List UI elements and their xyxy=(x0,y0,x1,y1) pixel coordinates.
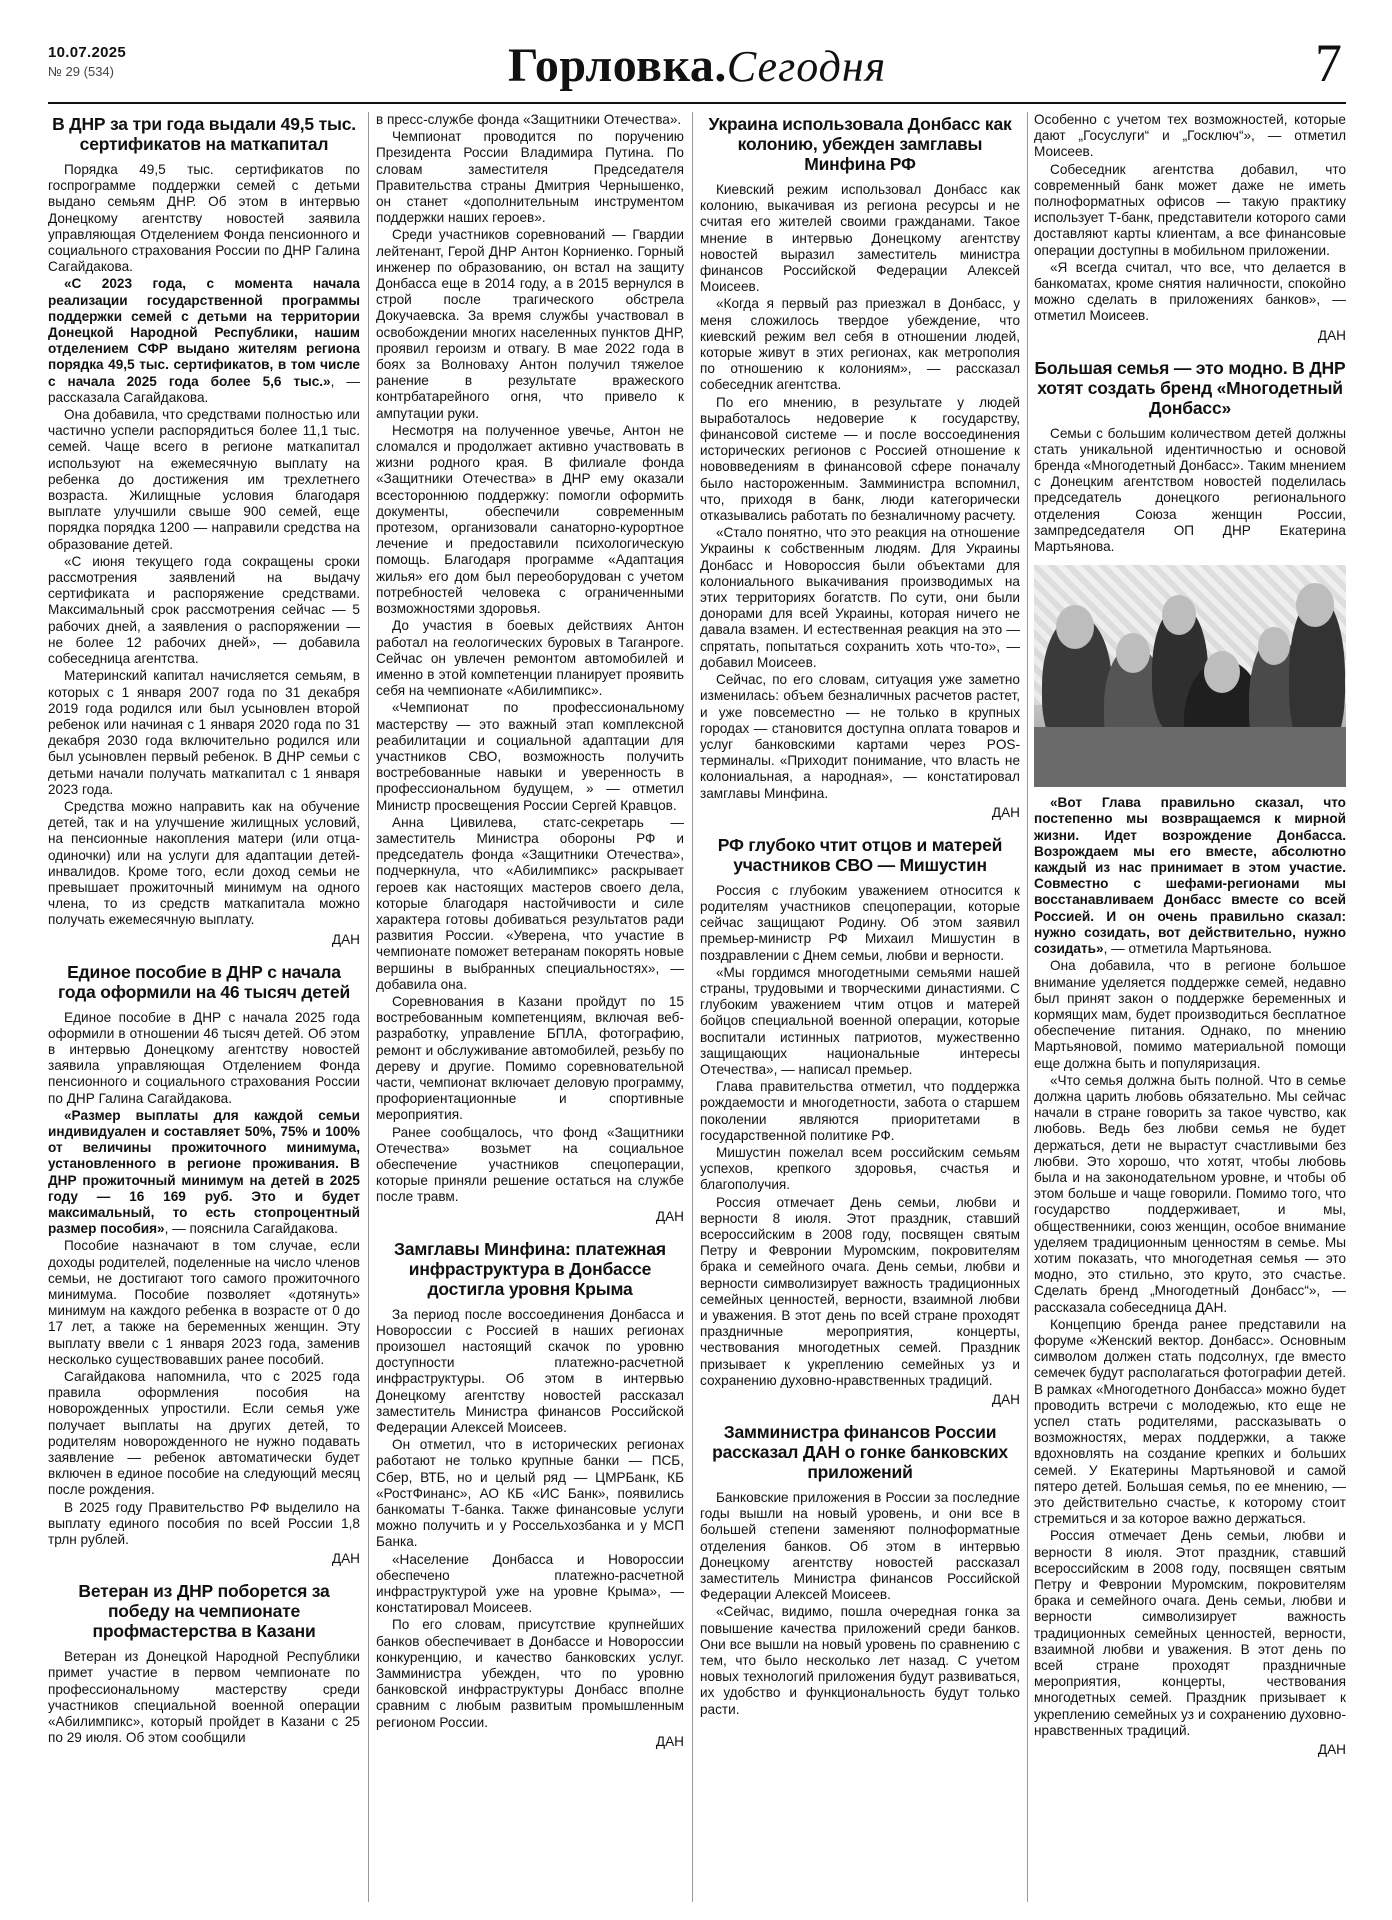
article-headline: Украина использовала Донбасс как колонию, убежден замглавы Минфина РФ xyxy=(708,114,1012,174)
column-1 xyxy=(48,112,360,1902)
article-headline: Большая семья — это модно. В ДНР хотят создать бренд «Многодетный Донбасс» xyxy=(1034,357,1346,418)
article-headline: В ДНР за три года выдали 49,5 тыс. сертификатов на маткапитал xyxy=(52,114,356,154)
article-veteran-championship-continued xyxy=(376,112,684,1225)
column-4 xyxy=(1034,112,1346,1902)
paragraph: «С июня текущего года сокращены сроки рассмотрения заявлений на выдачу сертификата и распоряжение средствами. Максимальный срок рассмотрения сейчас — 5 рабочих дней, а заявления о распоряжении — не более 12 рабочих дней», — добавила собеседница агентства. xyxy=(48,553,360,667)
column-divider xyxy=(368,112,369,1902)
quote-attribution: , — отметила Мартьянова. xyxy=(1103,941,1272,957)
bold-quote: «Вот Глава правильно сказал, что постепенно мы возвращаемся к мирной жизни. Идет возрождение Донбасса. Возрождаем мы его вместе, абсолютно каждый из нас принимает в этом участие. Совместно с шефами-регионами мы восстанавливаем Донбасс вместе со всей Россией. И он очень правильно сказал: нужно созидать, вот действительно, нужно созидать» xyxy=(1034,795,1346,957)
article-large-family xyxy=(1034,358,1346,1758)
article-payment-infrastructure xyxy=(376,1239,684,1750)
column-3 xyxy=(700,112,1020,1902)
paragraph: Особенно с учетом тех возможностей, которые дают „Госуслуги“ и „Госключ“», — отметил Моисеев. xyxy=(1034,112,1346,160)
article-headline: Замглавы Минфина: платежная инфраструктура в Донбассе достигла уровня Крыма xyxy=(394,1238,666,1299)
paragraph: «Население Донбасса и Новороссии обеспечено платежно-расчетной инфраструктурой уже на уровне Крыма», — констатировал Моисеев. xyxy=(376,1551,684,1616)
paragraph: Ветеран из Донецкой Народной Республики примет участие в первом чемпионате по профессиональному мастерству среди участников специальной военной операции «Абилимпикс», который пройдет в Казани с 25 по 29 июля. Об этом сообщили xyxy=(48,1649,360,1746)
article-unified-allowance xyxy=(48,962,360,1568)
article-signature: ДАН xyxy=(331,1551,360,1567)
paragraph: Мишустин пожелал всем российским семьям успехов, крепкого здоровья, счастья и благополучия. xyxy=(700,1144,1020,1193)
paragraph: Единое пособие в ДНР с начала 2025 года оформили в отношении 46 тысяч детей. Об этом в интервью Донецкому агентству новостей заявила управляющая Отделением Фонда пенсионного и социального страхования России по ДНР Галина Сагайдакова. xyxy=(48,1009,360,1106)
title-main: Горловка xyxy=(508,39,715,92)
article-banking-apps-continued xyxy=(1034,112,1346,344)
article-signature: ДАН xyxy=(655,1208,684,1224)
paragraph: Киевский режим использовал Донбасс как колонию, выкачивая из региона ресурсы и не считая его жителей своими гражданами. Такое мнение в интервью Донецкому агентству новостей выразил заместитель министра финансов Российской Федерации Алексей Моисеев. xyxy=(700,182,1020,295)
bold-quote: «Размер выплаты для каждой семьи индивидуален и составляет 50%, 75% и 100% от величины прожиточного минимума, установленного в регионе проживания. В ДНР прожиточный минимум на детей в 2025 году — 16 169 руб. Это и будет максимальный, то есть стопроцентный размер пособия» xyxy=(48,1107,360,1237)
paragraph: Россия с глубоким уважением относится к родителям участников спецоперации, которые сейчас защищают Родину. Об этом заявил премьер-министр РФ Михаил Мишустин в поздравлении с Днем семьи, любви и верности. xyxy=(700,882,1020,963)
quote-paragraph xyxy=(48,276,360,406)
paragraph: Россия отмечает День семьи, любви и верности 8 июля. Этот праздник, ставший всероссийским в 2008 году, посвящен святым Петру и Февронии Муромским, покровителям брака и семейного очага. День семьи, любви и верности символизирует важность традиционных семейных ценностей, верности, взаимной любви и уважения. В этот день по всей стране проходят праздничные мероприятия, концерты, чествования многодетных семей. Праздник призывает к укреплению семейных уз и сохранению духовно-нравственных традиций. xyxy=(700,1194,1020,1388)
column-divider xyxy=(692,112,693,1902)
issue-date: 10.07.2025 xyxy=(48,44,127,61)
paragraph: Глава правительства отметил, что поддержка рождаемости и многодетности, забота о старшем поколении являются приоритетами в государственной политике РФ. xyxy=(700,1079,1020,1143)
paragraph: «Я всегда считал, что все, что делается в банкоматах, кроме снятия наличности, спокойно можно сделать в приложениях банков», — отметил Моисеев. xyxy=(1034,259,1346,324)
article-banking-apps xyxy=(700,1422,1020,1718)
column-divider xyxy=(1027,112,1028,1902)
paragraph: Собеседник агентства добавил, что современный банк может даже не иметь полноформатных офисов — такую практику использует Т-банк, представители которого сами доставляют карты клиентам, а все финансовые операции доступны в мобильном приложении. xyxy=(1034,161,1346,258)
quote-paragraph xyxy=(1034,795,1346,957)
column-2 xyxy=(376,112,684,1902)
article-mishustin-parents xyxy=(700,835,1020,1408)
masthead xyxy=(48,30,1346,104)
paragraph: Сагайдакова напомнила, что с 2025 года правила оформления пособия на новорожденных упростили. Если семья уже получает выплаты на других детей, то родителям новорожденного не нужно подавать заявление — ребенок автоматически будет включен в единое пособие на следующий месяц после рождения. xyxy=(48,1369,360,1498)
article-signature: ДАН xyxy=(655,1733,684,1749)
paragraph: Анна Цивилева, статс-секретарь — заместитель Министра обороны РФ и председатель фонда «Защитники Отечества», подчеркнула, что «Абилимпикс» раскрывает героев как настоящих мастеров своего дела, которые благодаря настойчивости и силе характера готовы добиваться результатов ради развития России. «Уверена, что участие в чемпионате поможет ветеранам покорять новые вершины в выбранных специальностях», — добавила она. xyxy=(376,814,684,992)
article-signature: ДАН xyxy=(1317,1742,1346,1758)
paragraph: За период после воссоединения Донбасса и Новороссии с Россией в наших регионах произошел настоящий скачок по уровню доступности платежно-расчетной инфраструктуры. Об этом в интервью Донецкому агентству новостей рассказал заместитель Министра финансов Российской Федерации Алексей Моисеев. xyxy=(376,1306,684,1436)
paragraph: В 2025 году Правительство РФ выделило на выплату единого пособия по всей России 1,8 трлн рублей. xyxy=(48,1499,360,1548)
paragraph: «Стало понятно, что это реакция на отношение Украины к собственным людям. Для Украины Донбасс и Новороссия были объектами для колониального выкачивания производимых на этих территориях богатств. По сути, они были донорами для всей Украины, которая ничего не давала взамен. И естественная реакция на это — спрятать, попытаться сохранить хоть что-то», — добавил Моисеев. xyxy=(700,525,1020,670)
article-headline: Ветеран из ДНР поборется за победу на чемпионате профмастерства в Казани xyxy=(78,1581,330,1642)
paragraph: в пресс-службе фонда «Защитники Отечества». xyxy=(376,112,682,127)
article-signature: ДАН xyxy=(1317,327,1346,343)
masthead-rule xyxy=(48,102,1346,104)
paragraph: Несмотря на полученное увечье, Антон не сломался и продолжает активно участвовать в жизни родного края. В филиале фонда «Защитники Отечества» в ДНР ему оказали всестороннюю поддержку: помогли оформить документы, обеспечили современным протезом, организовали санаторно-курортное лечение и предоставили психологическую помощь. Благодаря программе «Адаптация жилья» его дом был переоборудован с учетом потребностей человека с ограниченными возможностями здоровья. xyxy=(376,422,684,617)
paragraph: Порядка 49,5 тыс. сертификатов по госпрограмме поддержки семей с детьми выдано семьям ДНР. Об этом в интервью Донецкому агентству новостей заявила управляющая Отделением Фонда пенсионного и социального страхования России по ДНР Галина Сагайдакова. xyxy=(48,162,360,275)
paragraph: Россия отмечает День семьи, любви и верности 8 июля. Этот праздник, ставший всероссийским в 2008 году, посвящен святым Петру и Февронии Муромским, покровителям брака и семейного очага. День семьи, любви и верности символизирует важность традиционных семейных ценностей, верности, взаимной любви и уважения. В этот день по всей стране проходят праздничные мероприятия, концерты, чествования многодетных семей. Праздник призывает к укреплению семейных уз и сохранению духовно-нравственных традиций. xyxy=(1034,1528,1346,1738)
article-signature: ДАН xyxy=(991,1392,1020,1408)
paragraph: Она добавила, что средствами полностью или частично успели распорядиться более 11,1 тыс. семей. Чаще всего в регионе маткапитал используют на ежемесячную выплату на ребенка до достижения им трехлетнего возраста. Жилищные условия благодаря выплате улучшили свыше 900 семей, еще порядка порядка 1200 — направили средства на образование детей. xyxy=(48,407,360,552)
quote-attribution: , — рассказала Сагайдакова. xyxy=(48,373,360,405)
quote-attribution: , — пояснила Сагайдакова. xyxy=(164,1221,338,1237)
newspaper-title: Горловка.Сегодня xyxy=(508,39,887,92)
paragraph: «Сейчас, видимо, пошла очередная гонка за повышение качества приложений среди банков. Они все вышли на новый уровень по сравнению с тем, что было несколько лет назад. С учетом новых технологий приложения будут развиваться, их удобство и функциональность будут только расти. xyxy=(700,1604,1020,1717)
paragraph: Она добавила, что в регионе большое внимание уделяется поддержке семей, недавно был принят закон о поддержке беременных и кормящих мам, будет производиться бесплатное обеспечение питания. Однако, по мнению Мартьяновой, помимо материальной помощи еще должна быть и популяризация. xyxy=(1034,958,1346,1071)
article-maternity-capital xyxy=(48,114,360,948)
paragraph: Сейчас, по его словам, ситуация уже заметно изменилась: объем безналичных расчетов растет, и уже повсеместно — не только в крупных городах — становится доступна оплата товаров и услуг банковскими картами через POS-терминалы. «Приходит понимание, что власть не колониальная, а народная», — констатировал замглавы Минфина. xyxy=(700,672,1020,801)
paragraph: Соревнования в Казани пройдут по 15 востребованным компетенциям, включая веб-разработку, управление БПЛА, фотографию, ремонт и обслуживание автомобилей, резьбу по дереву и другие. Помимо соревновательной части, чемпионат включает деловую программу, профориентационные и спортивные мероприятия. xyxy=(376,993,684,1123)
paragraph: Чемпионат проводится по поручению Президента России Владимира Путина. По словам заместителя Председателя Правительства страны Дмитрия Чернышенко, он станет «дополнительным инструментом поддержки наших героев». xyxy=(376,129,684,226)
paragraph: Концепцию бренда ранее представили на форуме «Женский вектор. Донбасс». Основным символом должен стать подсолнух, где вместо семечек будут располагаться фотографии детей. В рамках «Многодетного Донбасса» можно будет проводить встречи с молодежью, кто еще не успел стать родителями, рассказывать о возможностях, мерах поддержки, а также вдохновлять на создание крепких и больших семей. У Екатерины Мартьяновой и самой пятеро детей. Большая семья, по ее мнению, — это действительно счастье, к которому стоит стремиться и за которое важно держаться. xyxy=(1034,1316,1346,1527)
article-signature: ДАН xyxy=(331,931,360,947)
paragraph: Семьи с большим количеством детей должны стать уникальной идентичностью и основой бренда «Многодетный Донбасс». Таким мнением с Донецким агентством новостей поделилась председатель донецкого регионального отделения Союза женщин России, зампредседателя ОП ДНР Екатерина Мартьянова. xyxy=(1034,425,1346,555)
page-number: 7 xyxy=(1315,33,1342,93)
article-headline: Единое пособие в ДНР с начала года оформили на 46 тысяч детей xyxy=(57,961,351,1002)
article-ukraine-colony xyxy=(700,114,1020,821)
article-headline: РФ глубоко чтит отцов и матерей участников СВО — Мишустин xyxy=(717,834,1003,875)
paragraph: Пособие назначают в том случае, если доходы родителей, поделенные на число членов семьи, не достигают того самого прожиточного минимума. Пособие позволяет «дотянуть» минимум на каждого ребенка в возрасте от 0 до 17 лет, а также на беременных женщин. Эту выплату ввели с 1 января 2023 года, заменив несколько существовавших ранее пособий. xyxy=(48,1238,360,1367)
quote-paragraph xyxy=(48,1108,360,1238)
article-signature: ДАН xyxy=(991,804,1020,820)
paragraph: Среди участников соревнований — Гвардии лейтенант, Герой ДНР Антон Корниенко. Горный инженер по образованию, он встал на защиту Донбасса еще в 2014 году, а в 2015 вернулся в строй после трагического обстрела Докучаевска. За время службы участвовал в освобождении многих населенных пунктов ДНР, проявил героизм и отвагу. В мае 2022 года в боях за Волноваху Антон получил тяжелое ранение в результате вражеского контрбатарейного огня, что привело к ампутации руки. xyxy=(376,227,684,421)
paragraph: «Чемпионат по профессиональному мастерству — это важный этап комплексной реабилитации и социальной адаптации для участников СВО, возможность получить востребованные навыки и уверенность в профессиональном будущем, » — отметил Министр просвещения России Сергей Кравцов. xyxy=(376,700,684,813)
paragraph: По его словам, присутствие крупнейших банков обеспечивает в Донбассе и Новороссии конкуренцию, и качество банковских услуг. Замминистра убежден, что по уровню банковской инфраструктуры Донбасс вполне сравним с любым развитым промышленным регионом России. xyxy=(376,1617,684,1730)
paragraph: Материнский капитал начисляется семьям, в которых с 1 января 2007 года по 31 декабря 2019 года родился или был усыновлен второй ребенок или начиная с 1 января 2020 года по 31 декабря 2030 года включительно родился или был усыновлен первый ребенок. В ДНР семьи с детьми начали получать маткапитал с 1 января 2023 года. xyxy=(48,668,360,797)
article-veteran-championship xyxy=(48,1581,360,1746)
paragraph: По его мнению, в результате у людей выработалось недоверие к государству, финансовой системе — и после воссоединения исторических регионов с Россией отношение к нововведениям в финансовой сфере поначалу было настороженным. Замминистра вспомнил, что, приходя в банк, люди категорически отказывались работать по безналичному расчету. xyxy=(700,394,1020,524)
issue-number: № 29 (534) xyxy=(48,64,114,79)
article-headline: Замминистра финансов России рассказал ДАН о гонке банковских приложений xyxy=(712,1422,1008,1483)
paragraph: «Когда я первый раз приезжал в Донбасс, у меня сложилось твердое убеждение, что киевский режим вел себя в отношении людей, которые живут в этих регионах, как метрополия по отношению к колониям», — рассказал собеседник агентства. xyxy=(700,296,1020,393)
paragraph: Ранее сообщалось, что фонд «Защитники Отечества» возьмет на социальное обеспечение участников спецоперации, которые приняли решение остаться на службе после травм. xyxy=(376,1124,684,1205)
paragraph: «Мы гордимся многодетными семьями нашей страны, трудовыми и творческими династиями. С глубоким уважением чтим отцов и матерей бойцов специальной военной операции, которые воспитали истинных патриотов, мужественно защищающих национальные интересы Отечества», — написал премьер. xyxy=(700,964,1020,1077)
paragraph: До участия в боевых действиях Антон работал на геологических буровых в Таганроге. Сейчас он увлечен ремонтом автомобилей и именно в этой компетенции планирует проявить себя на чемпионате «Абилимпикс». xyxy=(376,618,684,699)
bold-quote: «С 2023 года, с момента начала реализации государственной программы поддержки семей с детьми на территории Донецкой Народной Республики, нашим отделением СФР выдано жителям региона порядка 49,5 тыс. сертификатов, в том числе с начала 2025 года более 5,6 тыс.» xyxy=(48,276,360,389)
family-photo xyxy=(1034,565,1346,787)
paragraph: «Что семья должна быть полной. Что в семье должна царить любовь обязательно. Мы сейчас начали в стране говорить за такое чувство, как любовь. Ведь без любви семья не будет держаться, дети не вырастут счастливыми без любви. Это хорошо, что хотят, чтобы любовь была и на законодательном уровне, и чтобы об этом больше и чаще говорили. Помимо того, что государство поддерживает, и мы, общественники, союз женщин, особое внимание уделяем традиционным ценностям в семье. Мы хотим показать, что многодетная семья — это модно, это стильно, это круто, это счастье. Сделать бренд „Многодетный Донбасс“», — рассказала собеседница ДАН. xyxy=(1034,1072,1346,1315)
title-script: Сегодня xyxy=(726,42,887,91)
paragraph: Банковские приложения в России за последние годы вышли на новый уровень, и они все в большей степени заменяют полноформатные отделения банков. Об этом в интервью Донецкому агентству новостей рассказал заместитель Министра финансов Российской Федерации Алексей Моисеев. xyxy=(700,1490,1020,1603)
paragraph: Он отметил, что в исторических регионах работают не только крупные банки — ПСБ, Сбер, ВТБ, но и целый ряд — ЦМРБанк, КБ «РостФинанс», АО КБ «ИС Банк», появились банкоматы Т-банка. Также финансовые услуги можно получить и у Россельхозбанка и у МСП Банка. xyxy=(376,1437,684,1550)
paragraph: Средства можно направить как на обучение детей, так и на улучшение жилищных условий, на пенсионные накопления матери (или отца-одиночки) или на услуги для адаптации детей-инвалидов. Кроме того, если доход семьи не превышает прожиточный минимум на одного члена, то из средств маткапитала можно получать ежемесячную выплату. xyxy=(48,798,360,928)
